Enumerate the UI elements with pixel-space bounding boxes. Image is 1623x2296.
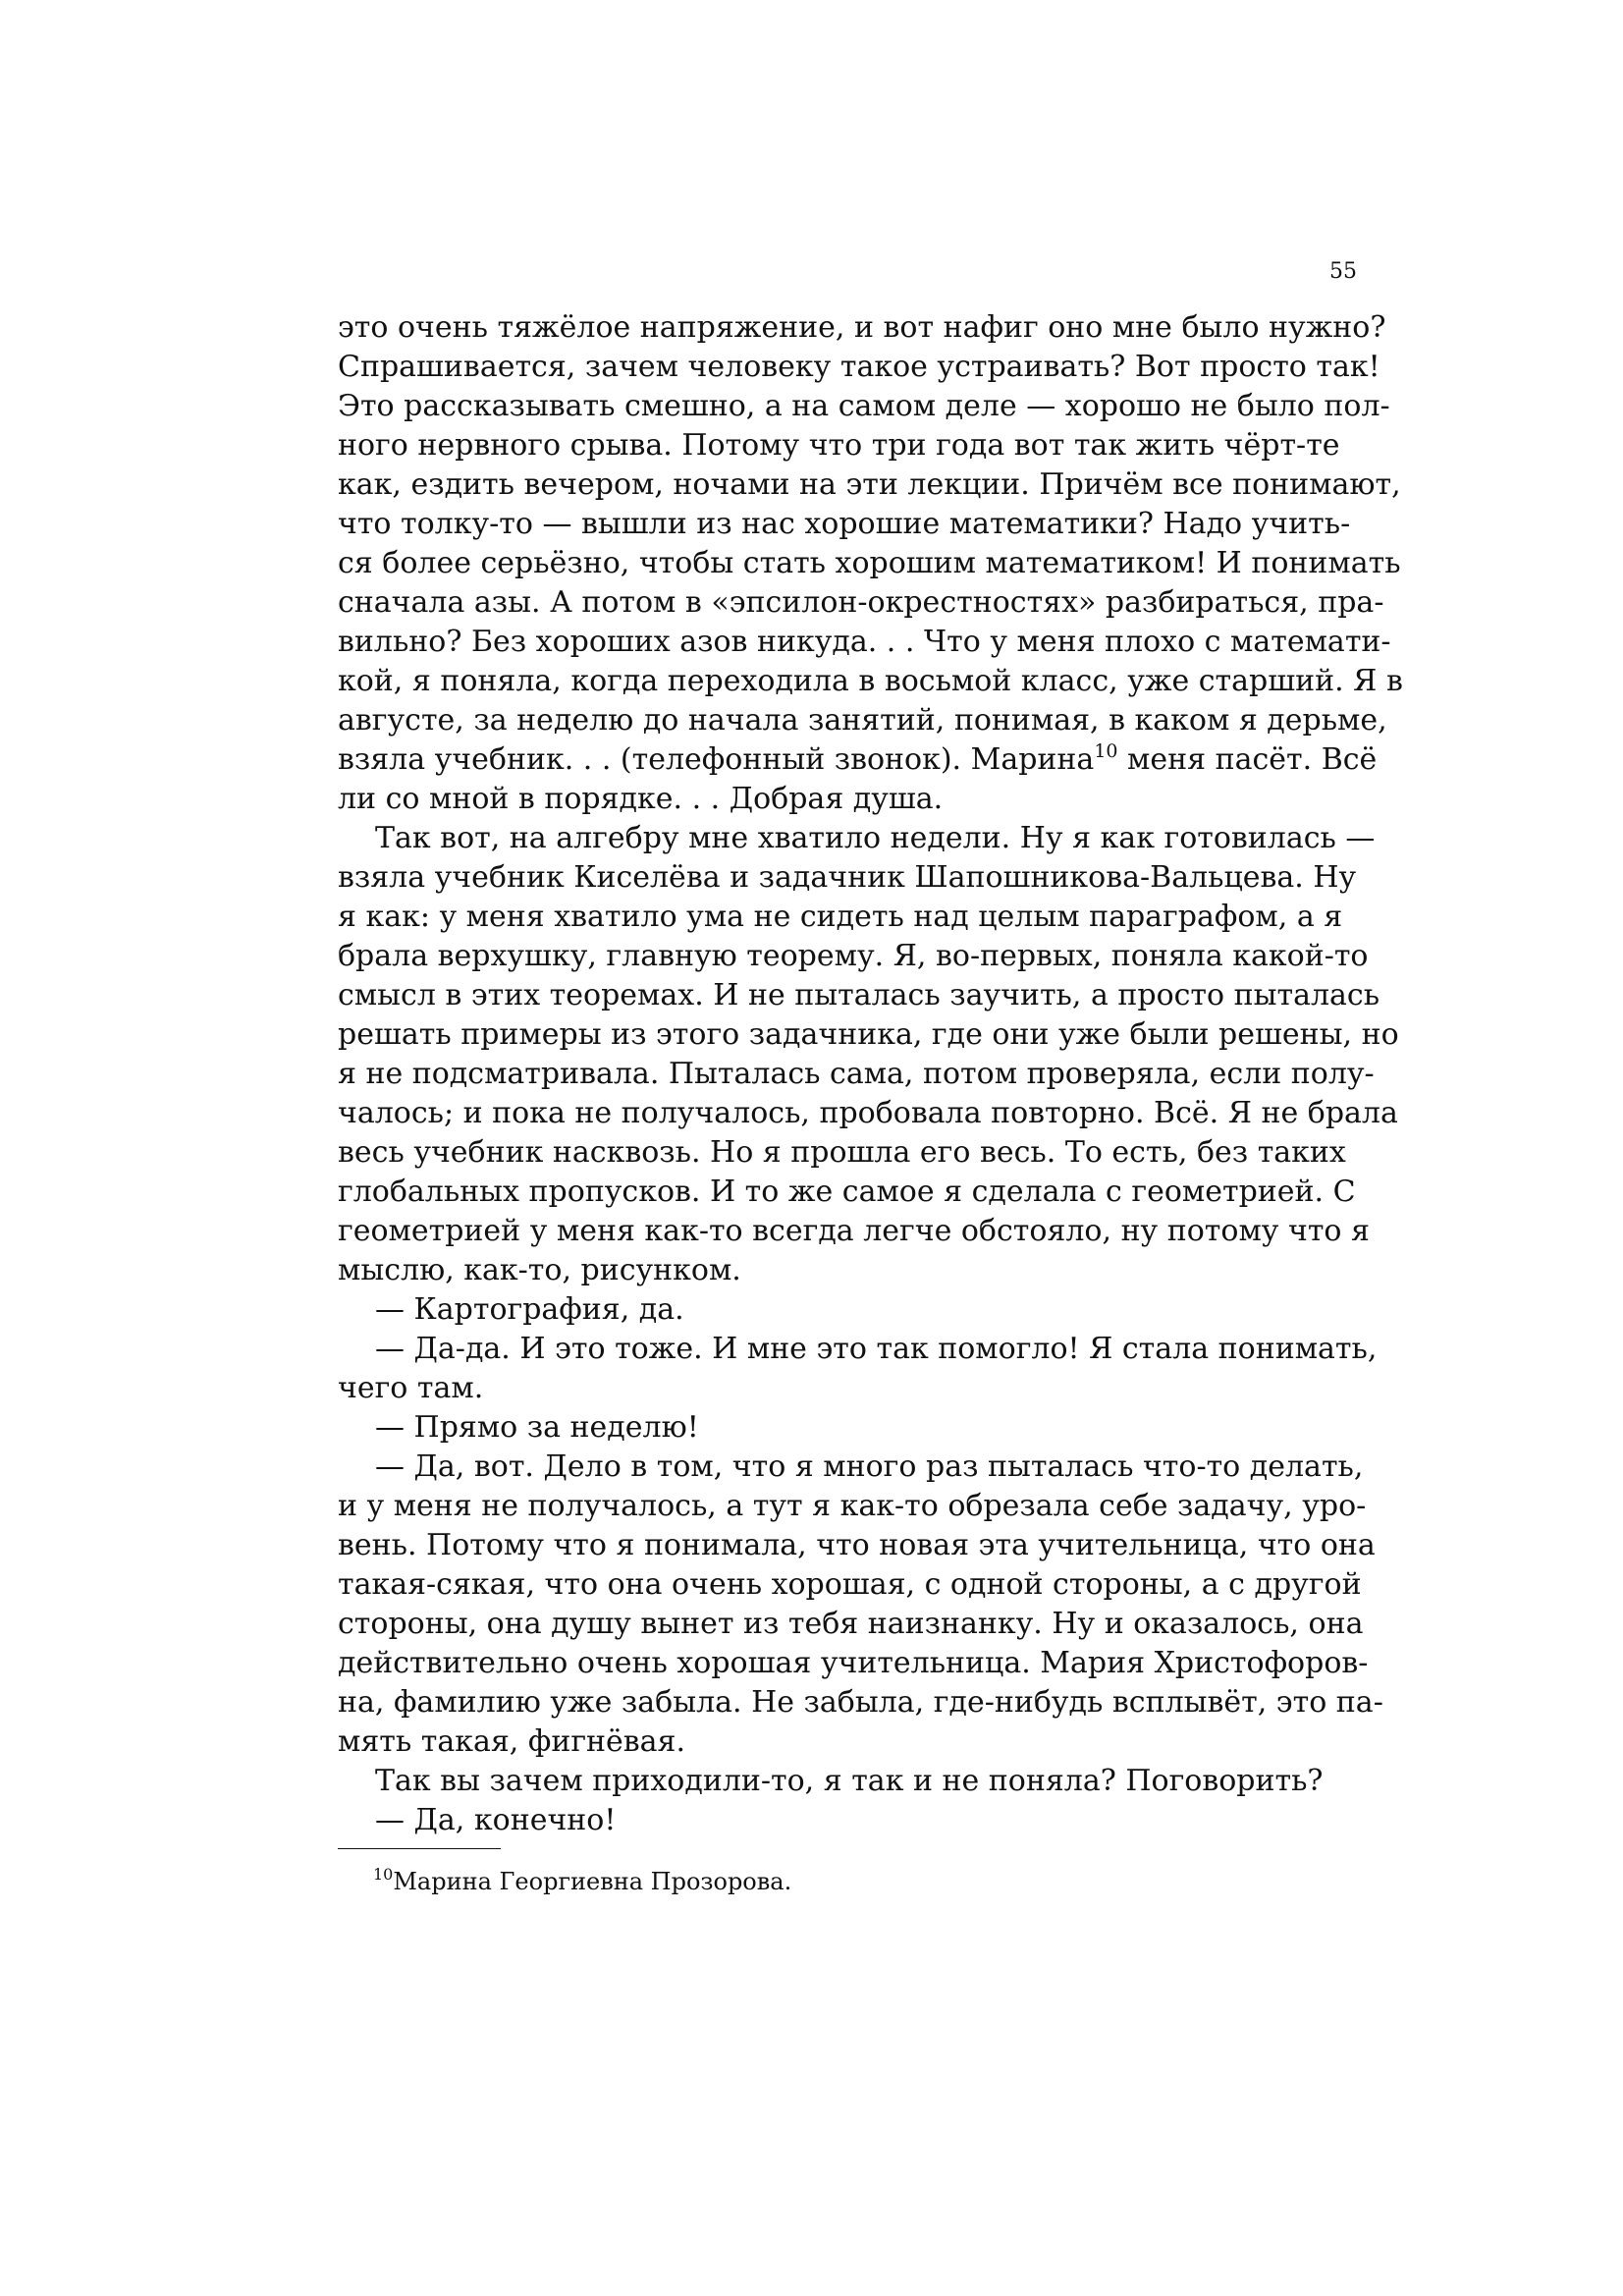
text-line-with-footnote bbox=[338, 740, 1378, 780]
text-line: я не подсматривала. Пыталась сама, потом проверяла, если полу- bbox=[338, 1057, 1375, 1091]
text-line: на, фамилию уже забыла. Не забыла, где-нибудь всплывёт, это па- bbox=[338, 1685, 1383, 1720]
paragraph-8 bbox=[338, 1801, 1312, 1840]
paragraph-1 bbox=[338, 308, 1403, 819]
footnote bbox=[373, 1866, 1316, 1897]
text-line: кой, я поняла, когда переходила в восьмой класс, уже старший. Я в bbox=[338, 664, 1403, 698]
text-fragment: взяла учебник. . . (телефонный звонок). Марина bbox=[338, 742, 1095, 777]
paragraph-2 bbox=[338, 819, 1399, 1290]
text-line: ного нервного срыва. Потому что три года вот так жить чёрт-те bbox=[338, 428, 1340, 463]
text-line: Так вот, на алгебру мне хватило недели. Ну я как готовилась — bbox=[375, 821, 1376, 855]
paragraph-3 bbox=[338, 1290, 1312, 1330]
text-line: мыслю, как-то, рисунком. bbox=[338, 1253, 741, 1287]
text-line: как, ездить вечером, ночами на эти лекции. Причём все понимают, bbox=[338, 467, 1401, 502]
text-line: сначала азы. А потом в «эпсилон-окрестностях» разбираться, пра- bbox=[338, 585, 1384, 620]
text-line: брала верхушку, главную теорему. Я, во-первых, поняла какой-то bbox=[338, 939, 1369, 973]
footnote-divider bbox=[338, 1848, 501, 1849]
text-line: Так вы зачем приходили-то, я так и не поняла? Поговорить? bbox=[375, 1764, 1324, 1798]
text-line: взяла учебник Киселёва и задачник Шапошникова-Вальцева. Ну bbox=[338, 860, 1357, 895]
text-line: это очень тяжёлое напряжение, и вот нафиг оно мне было нужно? bbox=[338, 310, 1386, 345]
footnote-number: 10 bbox=[373, 1865, 394, 1884]
text-fragment: меня пасёт. Всё bbox=[1117, 742, 1378, 777]
paragraph-5 bbox=[338, 1408, 1312, 1448]
text-line: глобальных пропусков. И то же самое я сделала с геометрией. С bbox=[338, 1175, 1356, 1209]
text-line: ся более серьёзно, чтобы стать хорошим математиком! И понимать bbox=[338, 546, 1401, 580]
text-line: вильно? Без хороших азов никуда. . . Что у меня плохо с математи- bbox=[338, 625, 1391, 659]
paragraph-4 bbox=[338, 1330, 1378, 1408]
text-line: и у меня не получалось, а тут я как-то обрезала себе задачу, уро- bbox=[338, 1489, 1367, 1523]
text-line: смысл в этих теоремах. И не пыталась заучить, а просто пыталась bbox=[338, 978, 1380, 1012]
text-line: Это рассказывать смешно, а на самом деле — хорошо не было пол- bbox=[338, 389, 1390, 423]
dialogue-line: — Картография, да. bbox=[375, 1292, 684, 1327]
text-line: действительно очень хорошая учительница. Мария Христофоров- bbox=[338, 1646, 1369, 1680]
footnote-text: Марина Георгиевна Прозорова. bbox=[393, 1868, 792, 1895]
text-line: чего там. bbox=[338, 1371, 484, 1405]
paragraph-6 bbox=[338, 1448, 1383, 1762]
text-line: решать примеры из этого задачника, где они уже были решены, но bbox=[338, 1017, 1399, 1052]
text-line: что толку-то — вышли из нас хорошие математики? Надо учить- bbox=[338, 507, 1351, 541]
text-line: вень. Потому что я понимала, что новая эта учительница, что она bbox=[338, 1528, 1376, 1562]
text-line: стороны, она душу вынет из тебя наизнанку. Ну и оказалось, она bbox=[338, 1607, 1364, 1641]
dialogue-line: — Да-да. И это тоже. И мне это так помогло! Я стала понимать, bbox=[375, 1332, 1378, 1366]
text-line: такая-сякая, что она очень хорошая, с одной стороны, а с другой bbox=[338, 1567, 1362, 1602]
dialogue-line: — Да, конечно! bbox=[375, 1803, 617, 1837]
text-line: геометрией у меня как-то всегда легче обстояло, ну потому что я bbox=[338, 1214, 1370, 1248]
text-line: весь учебник насквозь. Но я прошла его весь. То есть, без таких bbox=[338, 1135, 1346, 1170]
text-line: августе, за неделю до начала занятий, понимая, в каком я дерьме, bbox=[338, 703, 1387, 738]
page-number: 55 bbox=[1329, 259, 1357, 284]
text-line: мять такая, фигнёвая. bbox=[338, 1724, 686, 1759]
paragraph-7 bbox=[338, 1762, 1324, 1801]
dialogue-line: — Прямо за неделю! bbox=[375, 1410, 699, 1445]
body-text bbox=[338, 308, 1403, 1840]
footnote-reference[interactable]: 10 bbox=[1094, 740, 1118, 762]
dialogue-line: — Да, вот. Дело в том, что я много раз пыталась что-то делать, bbox=[375, 1449, 1364, 1484]
text-line: чалось; и пока не получалось, пробовала повторно. Всё. Я не брала bbox=[338, 1096, 1398, 1130]
text-line: Спрашивается, зачем человеку такое устраивать? Вот просто так! bbox=[338, 350, 1380, 384]
text-line: я как: у меня хватило ума не сидеть над целым параграфом, а я bbox=[338, 900, 1343, 934]
text-line: ли со мной в порядке. . . Добрая душа. bbox=[338, 782, 944, 816]
